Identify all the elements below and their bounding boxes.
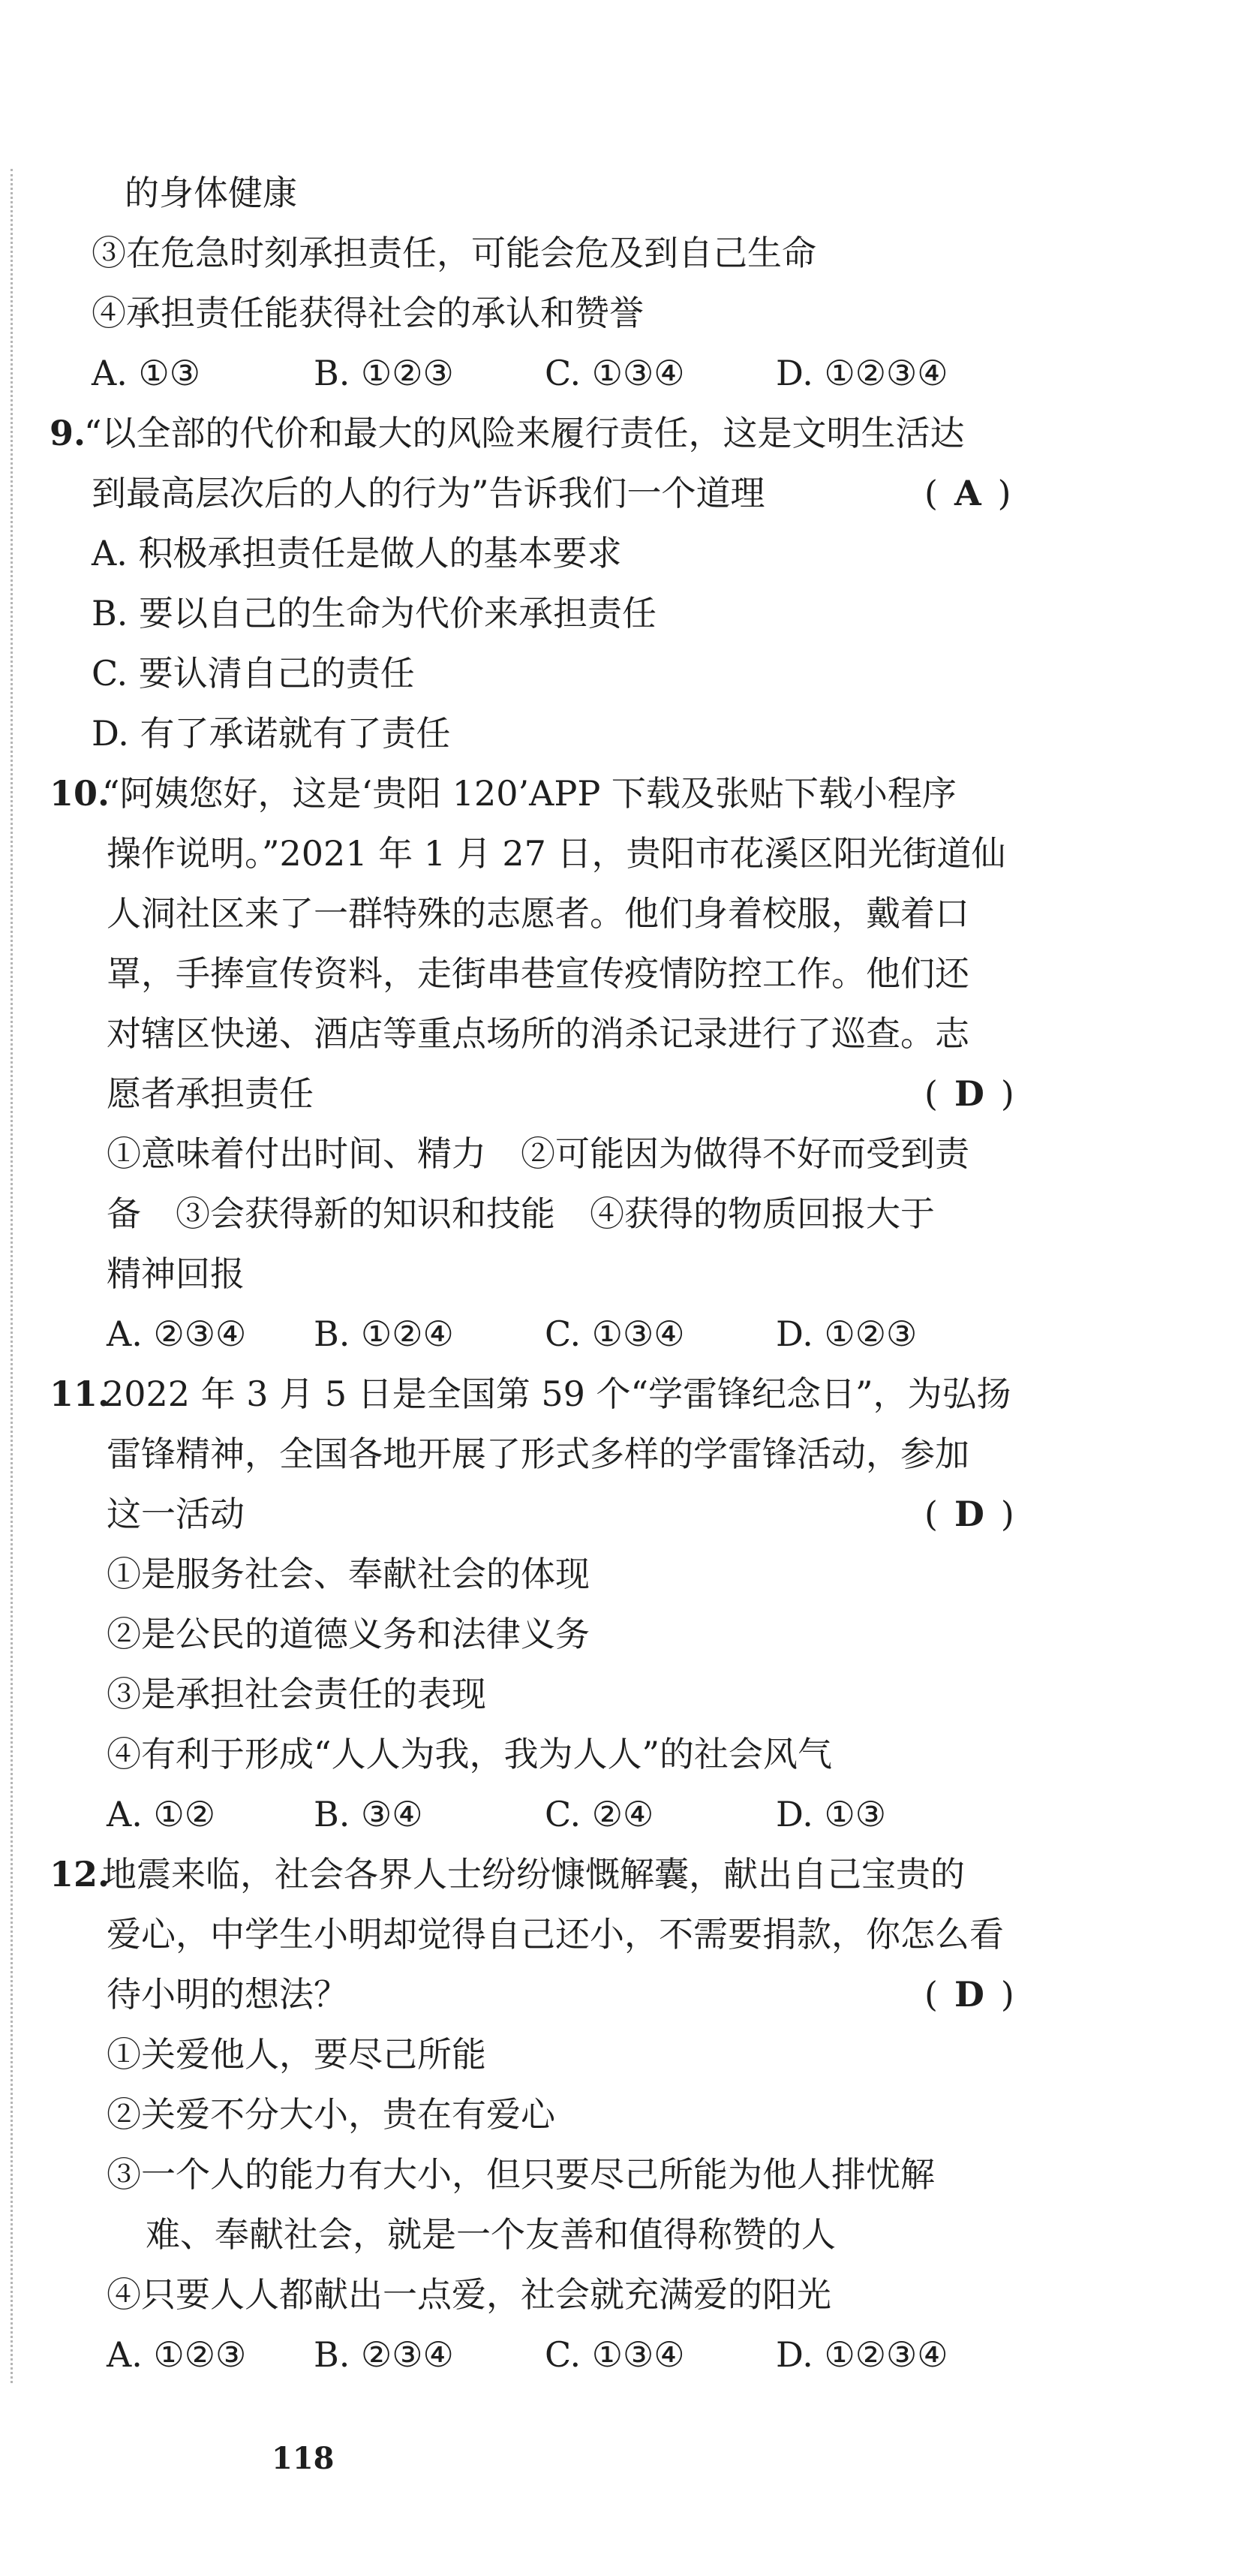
q10-option-b: B. ①②④ <box>314 1314 454 1354</box>
q8-item-4: ④承担责任能获得社会的承认和赞誉 <box>92 293 644 333</box>
q11-stem-line-2: 雷锋精神，全国各地开展了形式多样的学雷锋活动，参加 <box>107 1434 969 1474</box>
q12-item-3-line-2: 难、奉献社会，就是一个友善和值得称赞的人 <box>146 2214 836 2255</box>
q12-option-c: C. ①③④ <box>545 2334 685 2375</box>
q12-answer-bracket: ( D ) <box>924 1974 1014 2015</box>
q11-item-2: ②是公民的道德义务和法律义务 <box>107 1614 590 1654</box>
q11-stem-line-1: 2022 年 3 月 5 日是全国第 59 个“学雷锋纪念日”，为弘扬 <box>102 1374 1011 1414</box>
q10-option-a: A. ②③④ <box>107 1314 247 1354</box>
q10-stem-line-2: 操作说明。”2021 年 1 月 27 日，贵阳市花溪区阳光街道仙 <box>107 833 1006 874</box>
q10-stem-line-5: 对辖区快递、酒店等重点场所的消杀记录进行了巡查。志 <box>107 1013 969 1054</box>
q10-stem-line-6: 愿者承担责任 <box>107 1073 314 1114</box>
q11-item-4: ④有利于形成“人人为我，我为人人”的社会风气 <box>107 1734 833 1774</box>
q9-answer-bracket: ( A ) <box>924 473 1011 513</box>
q10-answer-bracket: ( D ) <box>924 1073 1014 1114</box>
q12-item-2: ②关爱不分大小，贵在有爱心 <box>107 2094 555 2135</box>
q9-option-a: A. 积极承担责任是做人的基本要求 <box>92 533 622 573</box>
q11-option-b: B. ③④ <box>314 1794 423 1834</box>
q12-item-1: ①关爱他人，要尽己所能 <box>107 2034 486 2075</box>
q10-statements-line-2: 备 ③会获得新的知识和技能 ④获得的物质回报大于 <box>107 1193 935 1234</box>
q9-option-b: B. 要以自己的生命为代价来承担责任 <box>92 593 657 633</box>
q11-answer-bracket: ( D ) <box>924 1494 1014 1534</box>
q12-option-a: A. ①②③ <box>107 2334 247 2375</box>
q11-item-1: ①是服务社会、奉献社会的体现 <box>107 1554 590 1594</box>
q11-number: 11. <box>50 1374 110 1414</box>
q10-option-c: C. ①③④ <box>545 1314 685 1354</box>
q12-option-d: D. ①②③④ <box>776 2334 948 2375</box>
q12-answer: D <box>954 1974 984 2015</box>
q8-option-a: A. ①③ <box>92 353 200 393</box>
q10-stem-line-3: 人洞社区来了一群特殊的志愿者。他们身着校服，戴着口 <box>107 893 969 934</box>
q8-item-3: ③在危急时刻承担责任，可能会危及到自己生命 <box>92 233 816 273</box>
q9-answer: A <box>954 473 981 513</box>
q12-number: 12. <box>50 1854 110 1894</box>
q12-item-3-line-1: ③一个人的能力有大小，但只要尽己所能为他人排忧解 <box>107 2154 935 2195</box>
q11-option-d: D. ①③ <box>776 1794 886 1834</box>
binding-dotted-line <box>11 169 13 2383</box>
q12-stem-line-1: 地震来临，社会各界人士纷纷慷慨解囊，献出自己宝贵的 <box>102 1854 965 1894</box>
q10-stem-line-4: 罩，手捧宣传资料，走街串巷宣传疫情防控工作。他们还 <box>107 953 969 994</box>
q12-item-4: ④只要人人都献出一点爱，社会就充满爱的阳光 <box>107 2274 831 2315</box>
q11-option-a: A. ①② <box>107 1794 215 1834</box>
q10-stem-line-1: “阿姨您好，这是‘贵阳 120’APP 下载及张贴下载小程序 <box>102 773 957 814</box>
q8-line: 的身体健康 <box>125 173 297 213</box>
q11-item-3: ③是承担社会责任的表现 <box>107 1674 486 1714</box>
q9-stem-line-1: “以全部的代价和最大的风险来履行责任，这是文明生活达 <box>84 413 965 453</box>
q11-answer: D <box>954 1494 984 1534</box>
page-number: 118 <box>272 2441 335 2476</box>
q8-option-c: C. ①③④ <box>545 353 685 393</box>
q8-option-b: B. ①②③ <box>314 353 454 393</box>
q9-option-d: D. 有了承诺就有了责任 <box>92 713 451 754</box>
q12-stem-line-3: 待小明的想法？ <box>107 1974 348 2015</box>
q10-number: 10. <box>50 773 110 814</box>
q9-option-c: C. 要认清自己的责任 <box>92 653 415 694</box>
q8-option-d: D. ①②③④ <box>776 353 948 393</box>
q11-stem-line-3: 这一活动 <box>107 1494 245 1534</box>
q10-statements-line-3: 精神回报 <box>107 1253 245 1294</box>
q12-stem-line-2: 爱心，中学生小明却觉得自己还小，不需要捐款，你怎么看 <box>107 1914 1004 1955</box>
q11-option-c: C. ②④ <box>545 1794 654 1834</box>
q9-number: 9. <box>50 413 86 453</box>
q10-option-d: D. ①②③ <box>776 1314 918 1354</box>
q10-answer: D <box>954 1073 984 1114</box>
q12-option-b: B. ②③④ <box>314 2334 454 2375</box>
q10-statements-line-1: ①意味着付出时间、精力 ②可能因为做得不好而受到责 <box>107 1133 969 1174</box>
q9-stem-line-2: 到最高层次后的人的行为”告诉我们一个道理 <box>92 473 765 513</box>
